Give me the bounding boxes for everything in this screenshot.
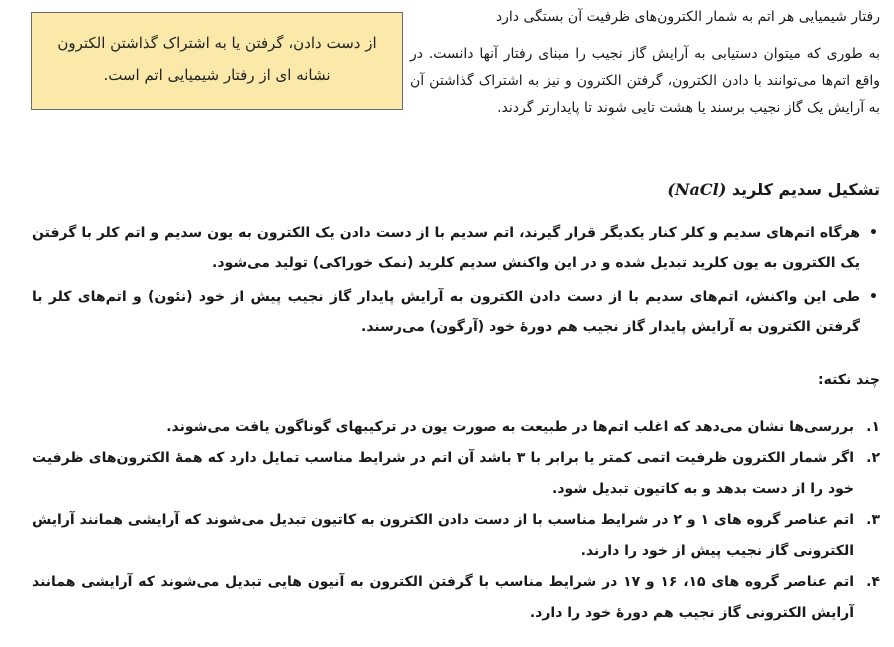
list-number: ۱. (866, 419, 880, 435)
bullet-item (32, 282, 880, 342)
list-text: بررسی‌ها نشان می‌دهد که اغلب اتم‌ها در طبیعت به صورت یون در ترکیبهای گوناگون یافت می‌شوند. (166, 419, 854, 435)
list-item (32, 567, 880, 629)
highlight-note-box (31, 12, 403, 110)
list-item (32, 443, 880, 505)
list-item (32, 412, 880, 443)
bullet-icon: • (869, 225, 878, 241)
list-text: اگر شمار الکترون ظرفیت اتمی کمتر یا برابر با ۳ باشد آن اتم در شرایط مناسب تمایل دارد که همهٔ الکترون‌های ظرفیت خود را از دست بدهد و به کاتیون تبدیل شود. (32, 450, 855, 497)
bullet-text: طی این واکنش، اتم‌های سدیم با از دست دادن الکترون به آرایش پایدار گاز نجیب پیش از خود (نئون) و اتم‌های کلر با گرفتن الکترون به آرایش پایدار گاز نجیب هم دورهٔ خود (آرگون) می‌رسند. (32, 289, 860, 335)
list-number: ۴. (866, 574, 880, 590)
notes-title: چند نکته: (818, 372, 880, 388)
note-text: از دست دادن، گرفتن یا به اشتراک گذاشتن الکترون نشانه ای از رفتار شیمیایی اتم است. (57, 34, 377, 84)
intro-first-line: رفتار شیمیایی هر اتم به شمار الکترون‌های ظرفیت آن بستگی دارد (495, 9, 880, 25)
list-number: ۲. (866, 450, 880, 466)
section-heading (667, 180, 880, 199)
section-title: تشکیل سدیم کلرید (731, 180, 880, 199)
list-item (32, 505, 880, 567)
section-formula: (NaCl) (667, 180, 727, 199)
bullet-item (32, 218, 880, 278)
bullet-list (32, 218, 880, 346)
list-text: اتم عناصر گروه های ۱ و ۲ در شرایط مناسب با از دست دادن الکترون به کاتیون تبدیل می‌شوند که آرایشی همانند آرایش الکترونی گاز نجیب پیش از خود را دارند. (32, 512, 855, 559)
bullet-icon: • (869, 289, 878, 305)
intro-text (410, 4, 880, 122)
list-number: ۳. (866, 512, 880, 528)
bullet-text: هرگاه اتم‌های سدیم و کلر کنار یکدیگر قرار گیرند، اتم سدیم با از دست دادن یک الکترون به یون سدیم و اتم کلر با گرفتن یک الکترون به یون کلرید تبدیل شده و در این واکنش سدیم کلرید (نمک خوراکی) تولید می‌شود. (32, 225, 860, 271)
intro-paragraph: به طوری که میتوان دستیابی به آرایش گاز نجیب را مبنای رفتار آنها دانست. در واقع اتم‌ها می‌توانند با دادن الکترون، گرفتن الکترون و نیز به اشتراک گذاشتن آن به آرایش یک گاز نجیب برسند یا هشت تایی شوند تا پایدارتر گردند. (410, 46, 880, 116)
list-text: اتم عناصر گروه های ۱۵، ۱۶ و ۱۷ در شرایط مناسب با گرفتن الکترون به آنیون هایی تبدیل می‌شوند که آرایشی همانند آرایش الکترونی گاز نجیب هم دورهٔ خود را دارد. (32, 574, 855, 621)
numbered-notes-list (32, 412, 880, 629)
